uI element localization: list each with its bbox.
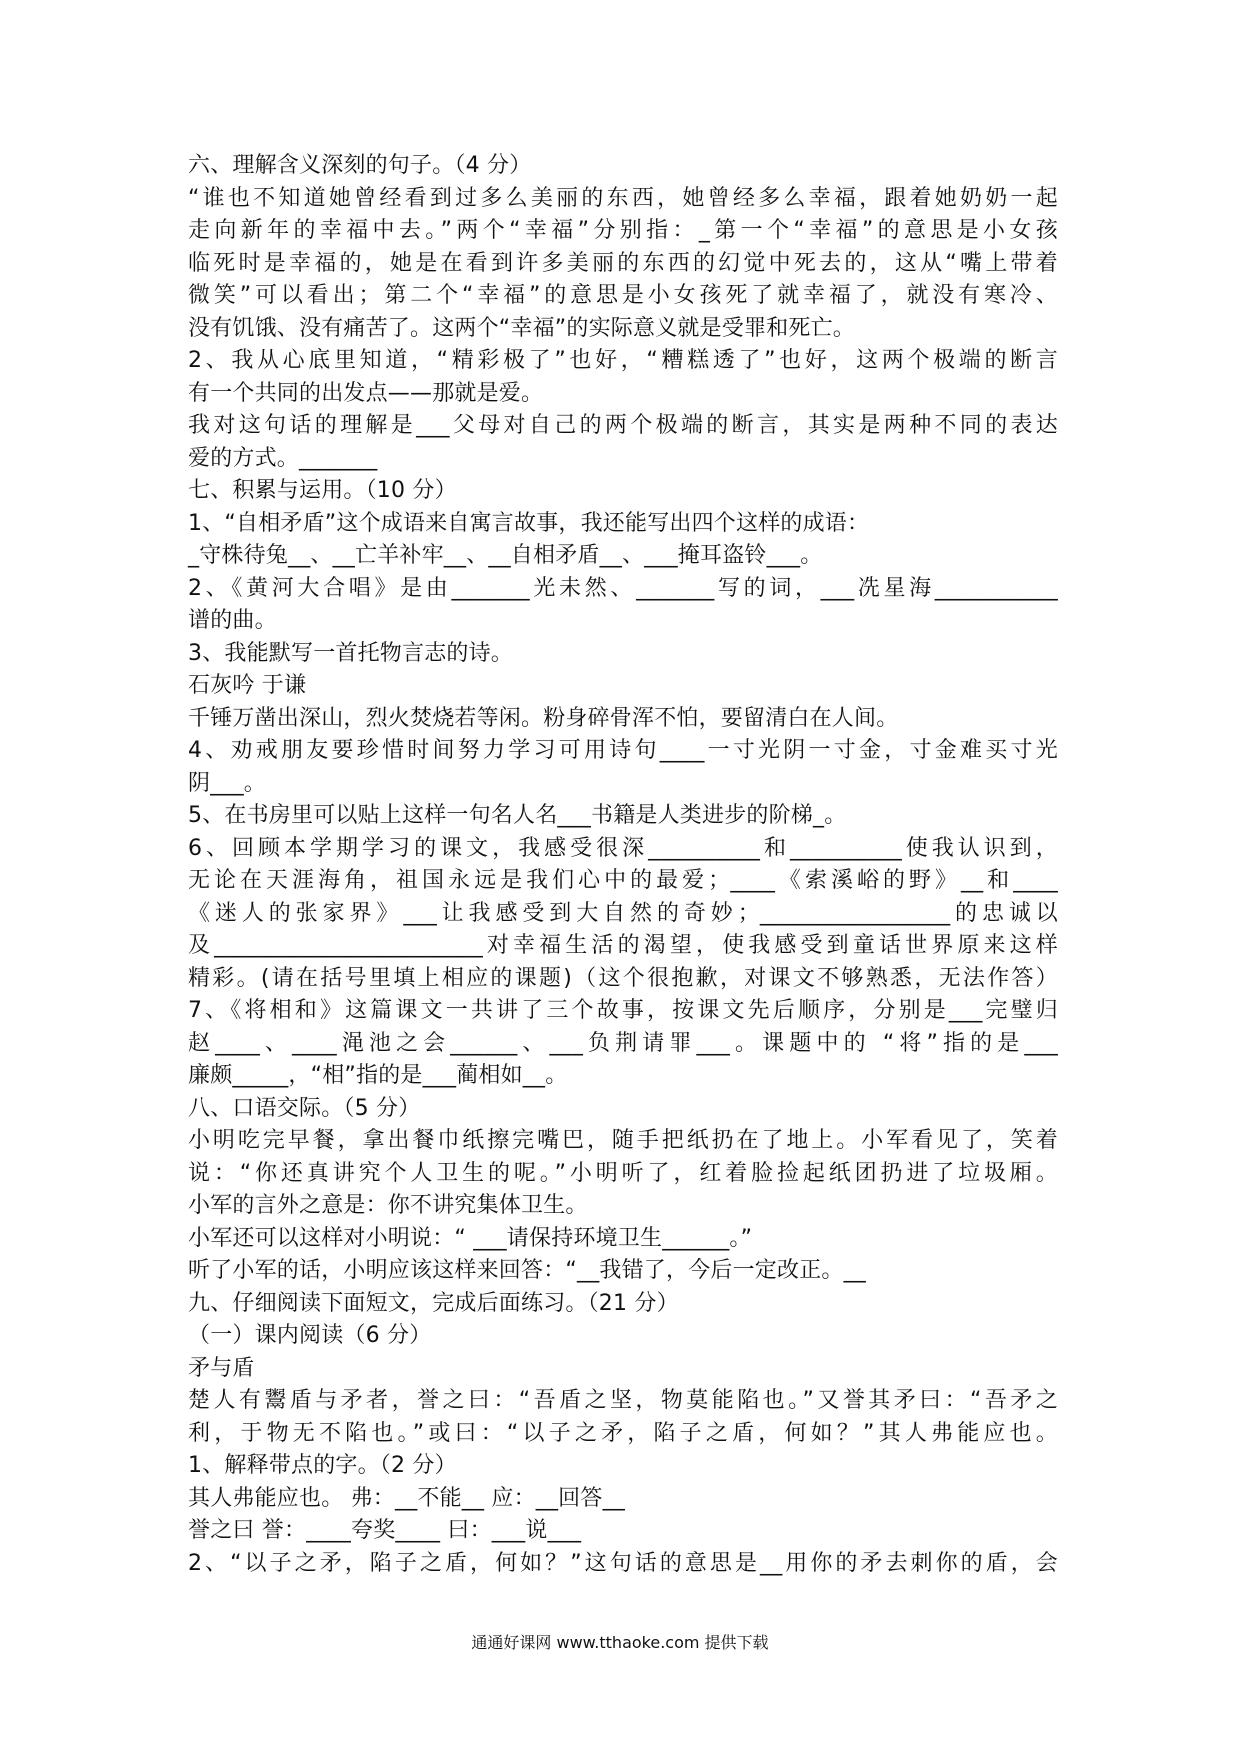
text-line: 走向新年的幸福中去。”两个“幸福”分别指：_第一个“幸福”的意思是小女孩 — [188, 218, 1058, 243]
section-heading-8: 八、口语交际。（5 分） — [188, 1095, 421, 1121]
text-line: 1、解释带点的字。（2 分） — [188, 1453, 457, 1478]
section-heading-6: 六、理解含义深刻的句子。（4 分） — [188, 153, 532, 178]
text-line: _守株待兔__、__亡羊补牢__、__自相矛盾__、___掩耳盗铃___。 — [188, 543, 823, 568]
text-line: 微笑”可以看出；第二个“幸福”的意思是小女孩死了就幸福了，就没有寒冷、 — [188, 283, 1058, 308]
passage-title: 矛与盾 — [188, 1355, 255, 1381]
document-body — [188, 150, 1058, 1580]
passage-text: 楚人有鬻盾与矛者，誉之曰：“吾盾之坚，物莫能陷也。”又誉其矛曰：“吾矛之 — [188, 1388, 1058, 1413]
text-line: 2、《黄河大合唱》是由_______光未然、_______写的词，___冼星海___________ — [188, 575, 1058, 601]
text-line: 其人弗能应也。 弗：__不能__ 应：__回答__ — [188, 1485, 625, 1511]
text-line: 小军的言外之意是：你不讲究集体卫生。 — [188, 1193, 588, 1218]
text-line: 我对这句话的理解是___父母对自己的两个极端的断言，其实是两种不同的表达 — [188, 413, 1058, 438]
text-line: 有一个共同的出发点——那就是爱。 — [188, 380, 544, 406]
text-line: 无论在天涯海角，祖国永远是我们心中的最爱；____《索溪峪的野》__和____ — [188, 868, 1058, 893]
section-heading-9: 九、仔细阅读下面短文，完成后面练习。（21 分） — [188, 1290, 679, 1316]
text-line: 誉之曰 誉：____夸奖____ 曰：___说___ — [188, 1518, 582, 1543]
text-line: 7、《将相和》这篇课文一共讲了三个故事，按课文先后顺序，分别是___完璧归 — [188, 998, 1058, 1023]
text-line: 听了小军的话，小明应该这样来回答：“__我错了，今后一定改正。__ — [188, 1258, 866, 1283]
text-line: 赵____、____渑池之会______、___负荆请罪___。课题中的 “将”指的是___ — [188, 1030, 1058, 1056]
text-line: 廉颇_____，“相”指的是___蔺相如__。 — [188, 1063, 568, 1088]
section-heading-7: 七、积累与运用。（10 分） — [188, 478, 457, 503]
text-line: 爱的方式。_______ — [188, 445, 378, 471]
text-line: 1、“自相矛盾”这个成语来自寓言故事，我还能写出四个这样的成语： — [188, 510, 870, 536]
text-line: 3、我能默写一首托物言志的诗。 — [188, 640, 513, 666]
text-line: 小明吃完早餐，拿出餐巾纸擦完嘴巴，随手把纸扔在了地上。小军看见了，笑着 — [188, 1128, 1058, 1153]
poem-text: 千锤万凿出深山，烈火焚烧若等闲。粉身碎骨浑不怕，要留清白在人间。 — [188, 705, 899, 731]
text-line: 临死时是幸福的，她是在看到许多美丽的东西的幻觉中死去的，这从“嘴上带着 — [188, 250, 1058, 276]
poem-title: 石灰吟 于谦 — [188, 673, 307, 698]
text-line: 2、我从心底里知道，“精彩极了”也好，“糟糕透了”也好，这两个极端的断言 — [188, 348, 1058, 373]
subsection-heading: （一）课内阅读（6 分） — [188, 1323, 432, 1348]
page-footer: 通通好课网 www.tthaoke.com 提供下载 — [471, 1633, 769, 1652]
text-line: 《迷人的张家界》___让我感受到大自然的奇妙；_________________的忠诚以 — [188, 900, 1058, 926]
text-line: 2、“以子之矛，陷子之盾，何如？”这句话的意思是__用你的矛去刺你的盾，会 — [188, 1550, 1058, 1576]
passage-text: 利，于物无不陷也。”或曰：“以子之矛，陷子之盾，何如？”其人弗能应也。 — [188, 1420, 1058, 1446]
text-line: 精彩。(请在括号里填上相应的课题)（这个很抱歉，对课文不够熟悉，无法作答） — [188, 965, 1058, 991]
text-line: 说：“你还真讲究个人卫生的呢。”小明听了，红着脸捡起纸团扔进了垃圾厢。 — [188, 1160, 1058, 1186]
text-line: 及________________________对幸福生活的渴望，使我感受到童话世界原来这样 — [188, 933, 1058, 958]
text-line: 谱的曲。 — [188, 608, 277, 633]
text-line: “谁也不知道她曾经看到过多么美丽的东西，她曾经多么幸福，跟着她奶奶一起 — [188, 185, 1058, 211]
text-line: 小军还可以这样对小明说：“ ___请保持环境卫生______。” — [188, 1225, 753, 1251]
text-line: 4、劝戒朋友要珍惜时间努力学习可用诗句____一寸光阴一寸金，寸金难买寸光 — [188, 738, 1058, 763]
text-line: 5、在书房里可以贴上这样一句名人名___书籍是人类进步的阶梯_。 — [188, 803, 847, 828]
text-line: 阴___。 — [188, 770, 267, 796]
text-line: 没有饥饿、没有痛苦了。这两个“幸福”的实际意义就是受罪和死亡。 — [188, 315, 855, 341]
text-line: 6、回顾本学期学习的课文，我感受很深__________和__________使我认识到， — [188, 835, 1058, 861]
